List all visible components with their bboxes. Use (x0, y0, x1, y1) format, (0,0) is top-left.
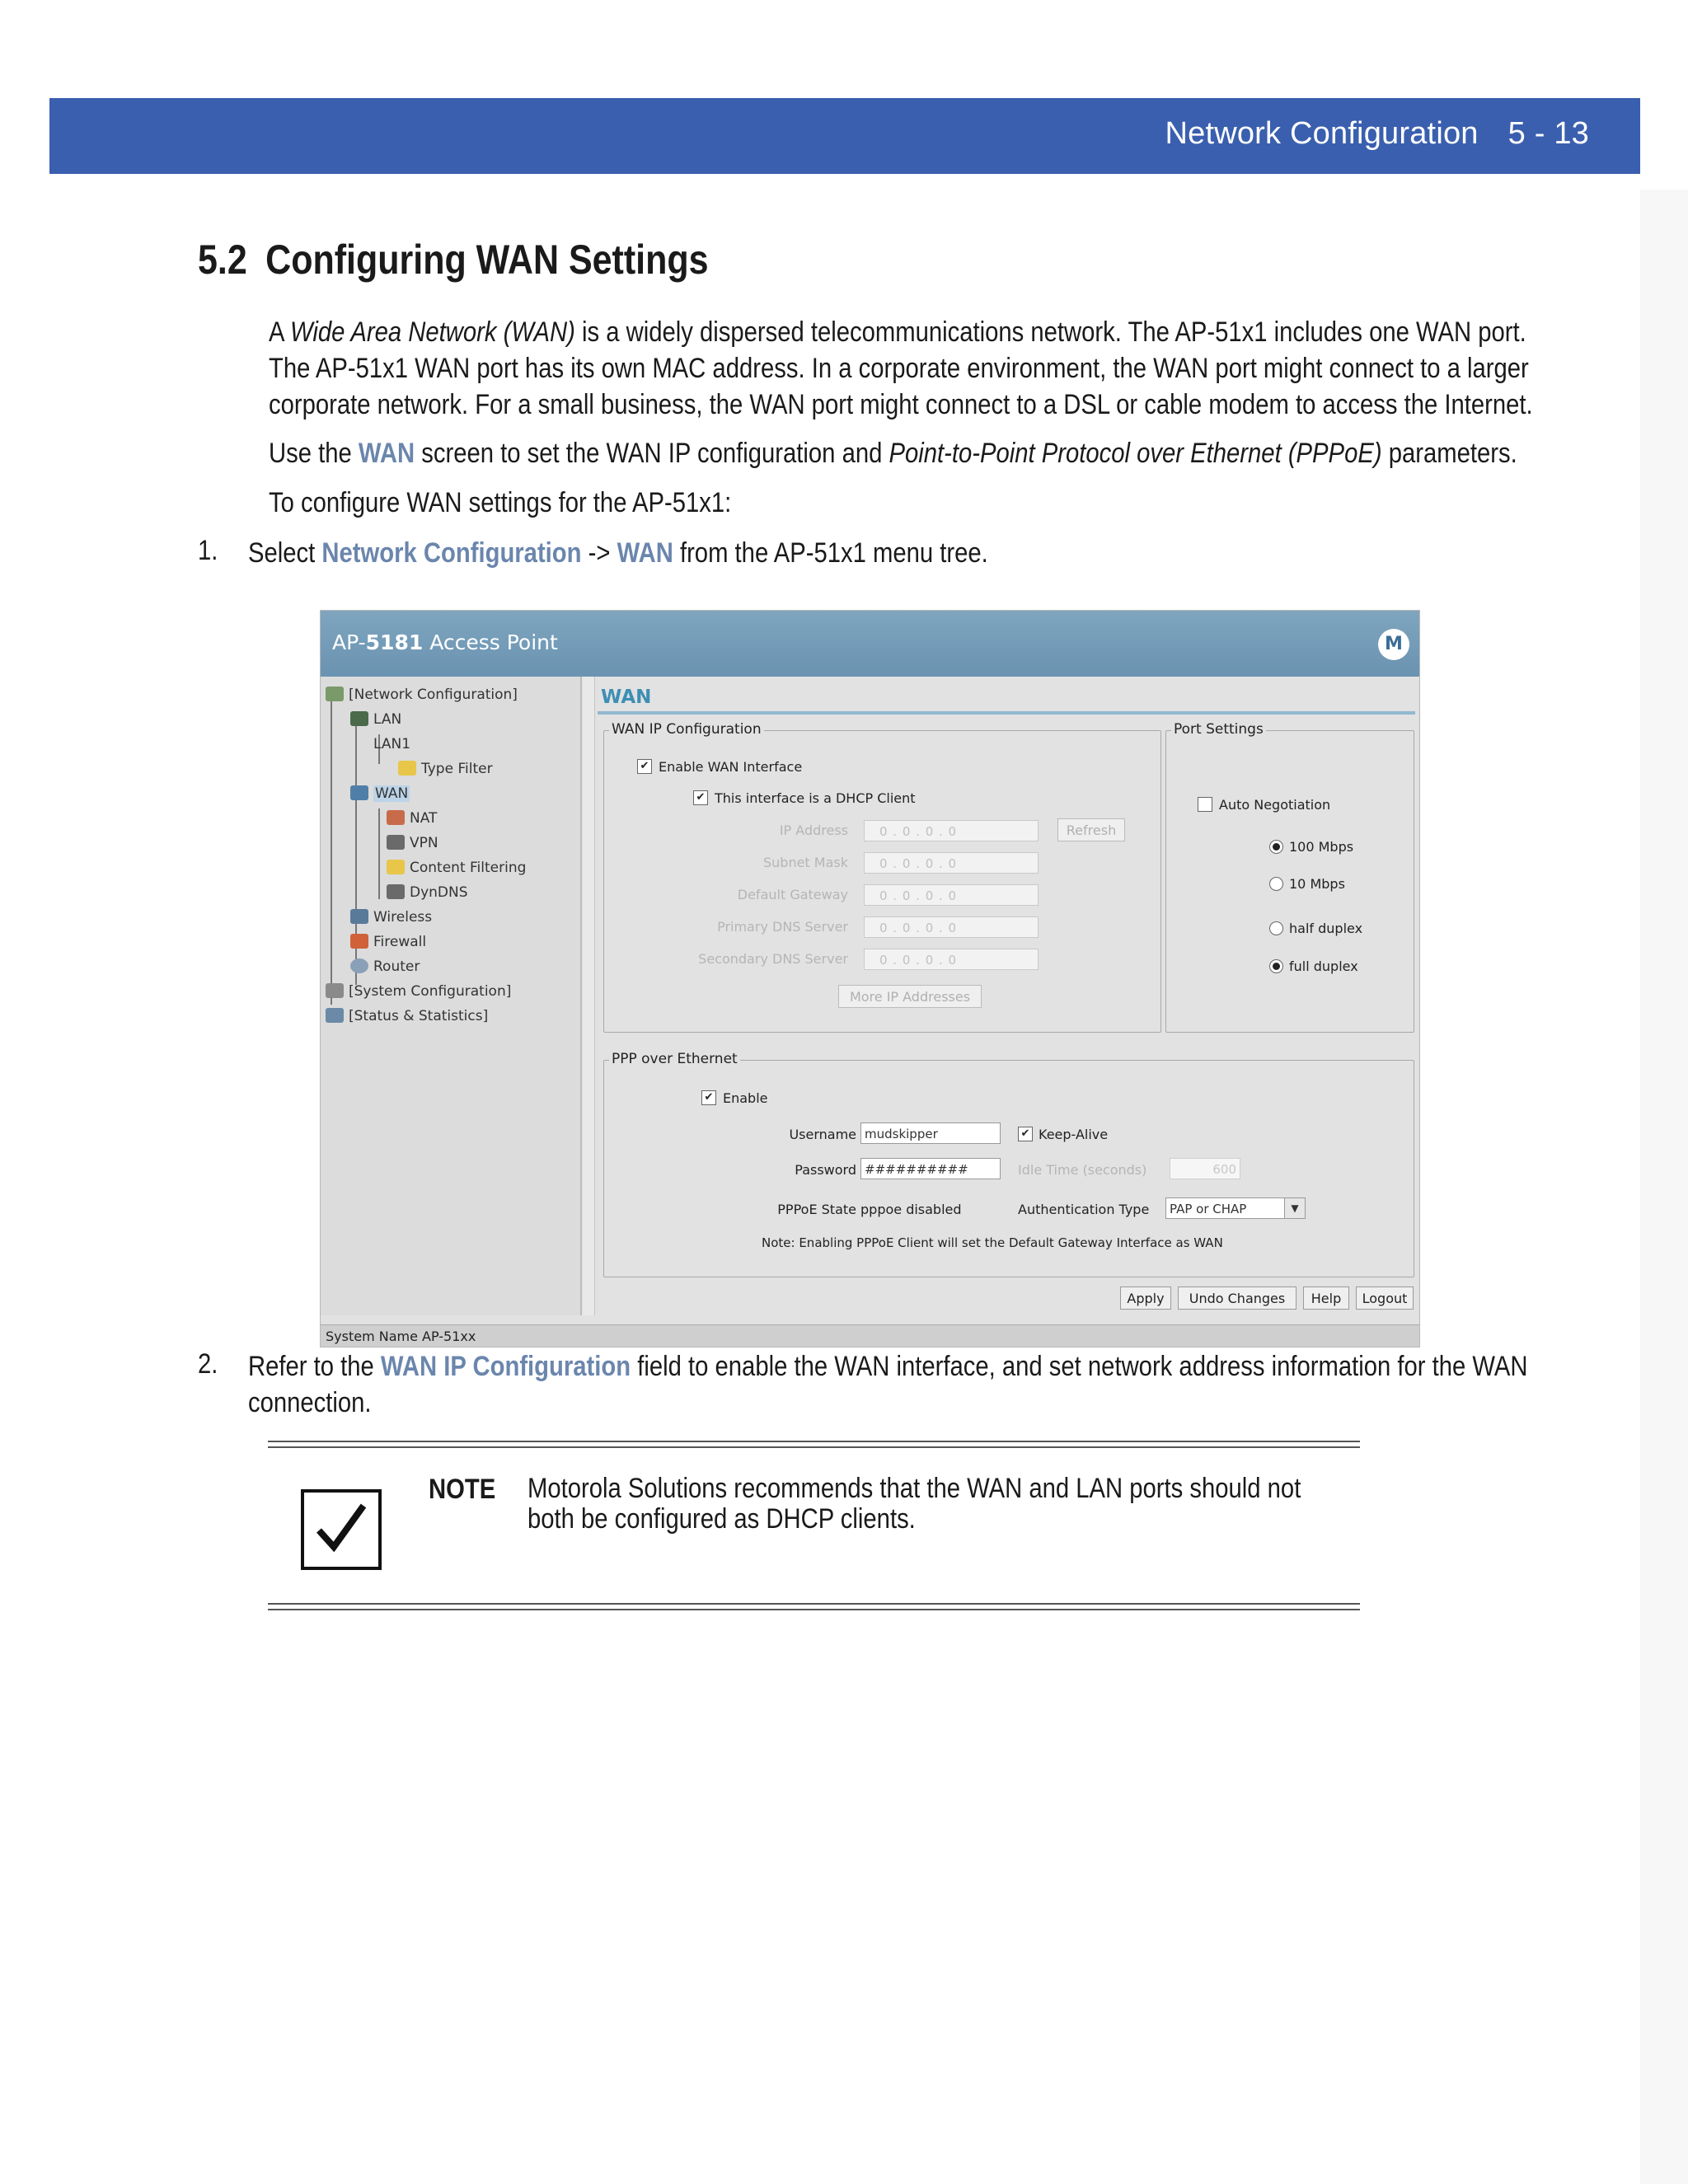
speed-100-label: 100 Mbps (1289, 839, 1354, 855)
note-bottom-rule-2 (268, 1609, 1360, 1610)
pppoe-enable-checkbox[interactable]: ✔ (701, 1090, 716, 1105)
keep-alive-checkbox[interactable]: ✔ (1018, 1127, 1033, 1141)
router-icon (350, 958, 368, 973)
use-paragraph: Use the WAN screen to set the WAN IP configuration and Point-to-Point Protocol over Ethernet (PPPoE) parameters. (269, 438, 1517, 469)
note-text (528, 1474, 1301, 1535)
page-number: 5 - 13 (1507, 116, 1589, 151)
network-icon (326, 687, 344, 701)
filter-icon (398, 761, 416, 776)
note-bottom-rule-1 (268, 1603, 1360, 1605)
note-line-2: both be configured as DHCP clients. (528, 1503, 916, 1535)
dhcp-client-label: This interface is a DHCP Client (715, 790, 916, 806)
idle-time-label: Idle Time (seconds) (1018, 1162, 1147, 1178)
note-line-1: Motorola Solutions recommends that the WAN and LAN ports should not (528, 1473, 1301, 1504)
tree-item-status-statistics[interactable]: [Status & Statistics] (326, 1008, 488, 1024)
pppoe-legend: PPP over Ethernet (609, 1051, 740, 1067)
splitter-handle[interactable] (583, 677, 595, 1315)
username-input[interactable]: mudskipper (860, 1122, 1001, 1144)
password-input[interactable]: ########## (860, 1158, 1001, 1179)
nat-icon (387, 810, 405, 825)
subnet-mask-field[interactable]: 0 . 0 . 0 . 0 (864, 852, 1039, 874)
step-1-text: Select Network Configuration -> WAN from the AP-51x1 menu tree. (248, 537, 988, 569)
note-top-rule-2 (268, 1446, 1360, 1448)
undo-changes-button[interactable]: Undo Changes (1178, 1286, 1296, 1310)
step-2-text: Refer to the WAN IP Configuration field to enable the WAN interface, and set network address information for the WAN (248, 1351, 1528, 1382)
tree-item-nat[interactable]: NAT (387, 810, 437, 827)
statistics-icon (326, 1008, 344, 1023)
tree-item-vpn[interactable]: VPN (387, 835, 438, 851)
wan-screenshot (320, 610, 1420, 1347)
pppoe-enable-label: Enable (723, 1090, 768, 1106)
step-2-number: 2. (198, 1348, 218, 1380)
tree-item-wan[interactable]: WAN (350, 785, 410, 802)
motorola-logo-icon (1378, 629, 1409, 660)
half-duplex-radio[interactable] (1269, 921, 1283, 935)
firewall-icon (350, 934, 368, 949)
refresh-button[interactable]: Refresh (1057, 818, 1125, 841)
system-config-icon (326, 983, 344, 998)
page-header (49, 98, 1640, 174)
more-ip-addresses-button[interactable]: More IP Addresses (838, 985, 982, 1008)
app-title-bar (321, 611, 1419, 677)
secondary-dns-label: Secondary DNS Server (698, 951, 848, 967)
checkmark-icon (301, 1489, 382, 1570)
dyndns-icon (387, 884, 405, 899)
auto-negotiation-label: Auto Negotiation (1219, 797, 1331, 813)
tree-item-router[interactable]: Router (350, 958, 420, 975)
wan-icon (350, 785, 368, 800)
default-gateway-field[interactable]: 0 . 0 . 0 . 0 (864, 884, 1039, 906)
section-title-text: Configuring WAN Settings (265, 237, 709, 283)
pppoe-state-value: pppoe disabled (860, 1202, 962, 1217)
full-duplex-radio[interactable] (1269, 959, 1283, 973)
tree-item-type-filter[interactable]: Type Filter (398, 761, 493, 777)
auth-type-label: Authentication Type (1018, 1202, 1150, 1217)
tree-item-lan1[interactable]: LAN1 (373, 736, 411, 752)
to-configure-text: To configure WAN settings for the AP-51x1: (269, 487, 732, 518)
auto-negotiation-checkbox[interactable] (1198, 797, 1212, 812)
ui-ref-network-configuration: Network Configuration (321, 537, 582, 569)
step-1-number: 1. (198, 535, 218, 566)
port-settings-legend: Port Settings (1171, 721, 1266, 738)
speed-10-label: 10 Mbps (1289, 876, 1345, 892)
pane-title-rule (598, 711, 1415, 715)
term-pppoe: Point-to-Point Protocol over Ethernet (PPPoE) (889, 438, 1382, 469)
header-section: Network Configuration (1165, 116, 1479, 151)
idle-time-input[interactable]: 600 (1170, 1158, 1240, 1179)
help-button[interactable]: Help (1303, 1286, 1349, 1310)
intro-line-1: A Wide Area Network (WAN) is a widely dispersed telecommunications network. The AP-51x1 includes one WAN port. (269, 316, 1526, 348)
speed-10-radio[interactable] (1269, 877, 1283, 891)
section-number: 5.2 (198, 237, 247, 283)
auth-type-select[interactable] (1165, 1197, 1306, 1219)
primary-dns-label: Primary DNS Server (717, 919, 848, 935)
tree-item-dyndns[interactable]: DynDNS (387, 884, 468, 901)
half-duplex-label: half duplex (1289, 921, 1363, 936)
secondary-dns-field[interactable]: 0 . 0 . 0 . 0 (864, 949, 1039, 970)
speed-100-radio[interactable] (1269, 840, 1283, 854)
tree-item-system-configuration[interactable]: [System Configuration] (326, 983, 511, 1000)
logout-button[interactable]: Logout (1356, 1286, 1414, 1310)
keep-alive-label: Keep-Alive (1039, 1127, 1109, 1142)
wireless-icon (350, 909, 368, 924)
section-title (198, 236, 709, 284)
ip-address-field[interactable]: 0 . 0 . 0 . 0 (864, 820, 1039, 841)
tree-item-content-filtering[interactable]: Content Filtering (387, 860, 526, 876)
wan-ip-legend: WAN IP Configuration (609, 721, 764, 738)
tree-item-lan[interactable]: LAN (350, 711, 401, 728)
vpn-icon (387, 835, 405, 850)
pppoe-note: Note: Enabling PPPoE Client will set the Default Gateway Interface as WAN (762, 1235, 1223, 1250)
subnet-mask-label: Subnet Mask (762, 855, 848, 870)
intro-line-2: The AP-51x1 WAN port has its own MAC address. In a corporate environment, the WAN port might connect to a larger (269, 353, 1529, 384)
chevron-down-icon[interactable]: ▼ (1284, 1198, 1305, 1218)
apply-button[interactable]: Apply (1120, 1286, 1171, 1310)
password-label: Password (795, 1162, 856, 1178)
primary-dns-field[interactable]: 0 . 0 . 0 . 0 (864, 916, 1039, 938)
tree-item-wireless[interactable]: Wireless (350, 909, 432, 926)
dhcp-client-checkbox[interactable]: ✔ (693, 790, 708, 805)
ui-ref-wan-menu: WAN (617, 537, 673, 569)
ui-ref-wan: WAN (358, 438, 415, 469)
status-bar: System Name AP-51xx (321, 1324, 1419, 1347)
lan-icon (350, 711, 368, 726)
pppoe-state-label: PPPoE State (777, 1202, 856, 1217)
term-wan: Wide Area Network (WAN) (290, 316, 575, 348)
default-gateway-label: Default Gateway (737, 887, 848, 902)
page-edge-shade (1640, 190, 1688, 2184)
note-label: NOTE (429, 1474, 496, 1505)
app-title: AP-5181 Access Point (332, 630, 558, 654)
ui-ref-wan-ip-configuration: WAN IP Configuration (380, 1351, 631, 1382)
pane-title: WAN (601, 687, 652, 708)
full-duplex-label: full duplex (1289, 958, 1358, 974)
enable-wan-checkbox[interactable]: ✔ (637, 759, 652, 774)
intro-line-3: corporate network. For a small business, the WAN port might connect to a DSL or cable modem to access the Internet. (269, 389, 1533, 420)
username-label: Username (789, 1127, 856, 1142)
enable-wan-label: Enable WAN Interface (659, 759, 803, 775)
note-top-rule-1 (268, 1441, 1360, 1442)
content-filter-icon (387, 860, 405, 874)
menu-tree (321, 677, 582, 1315)
tree-item-network-configuration[interactable]: [Network Configuration] (326, 687, 518, 703)
auth-type-value: PAP or CHAP (1170, 1202, 1247, 1216)
tree-item-firewall[interactable]: Firewall (350, 934, 426, 950)
header-text (1165, 116, 1589, 152)
ip-address-label: IP Address (779, 823, 848, 838)
step-2-line-2: connection. (248, 1387, 372, 1418)
